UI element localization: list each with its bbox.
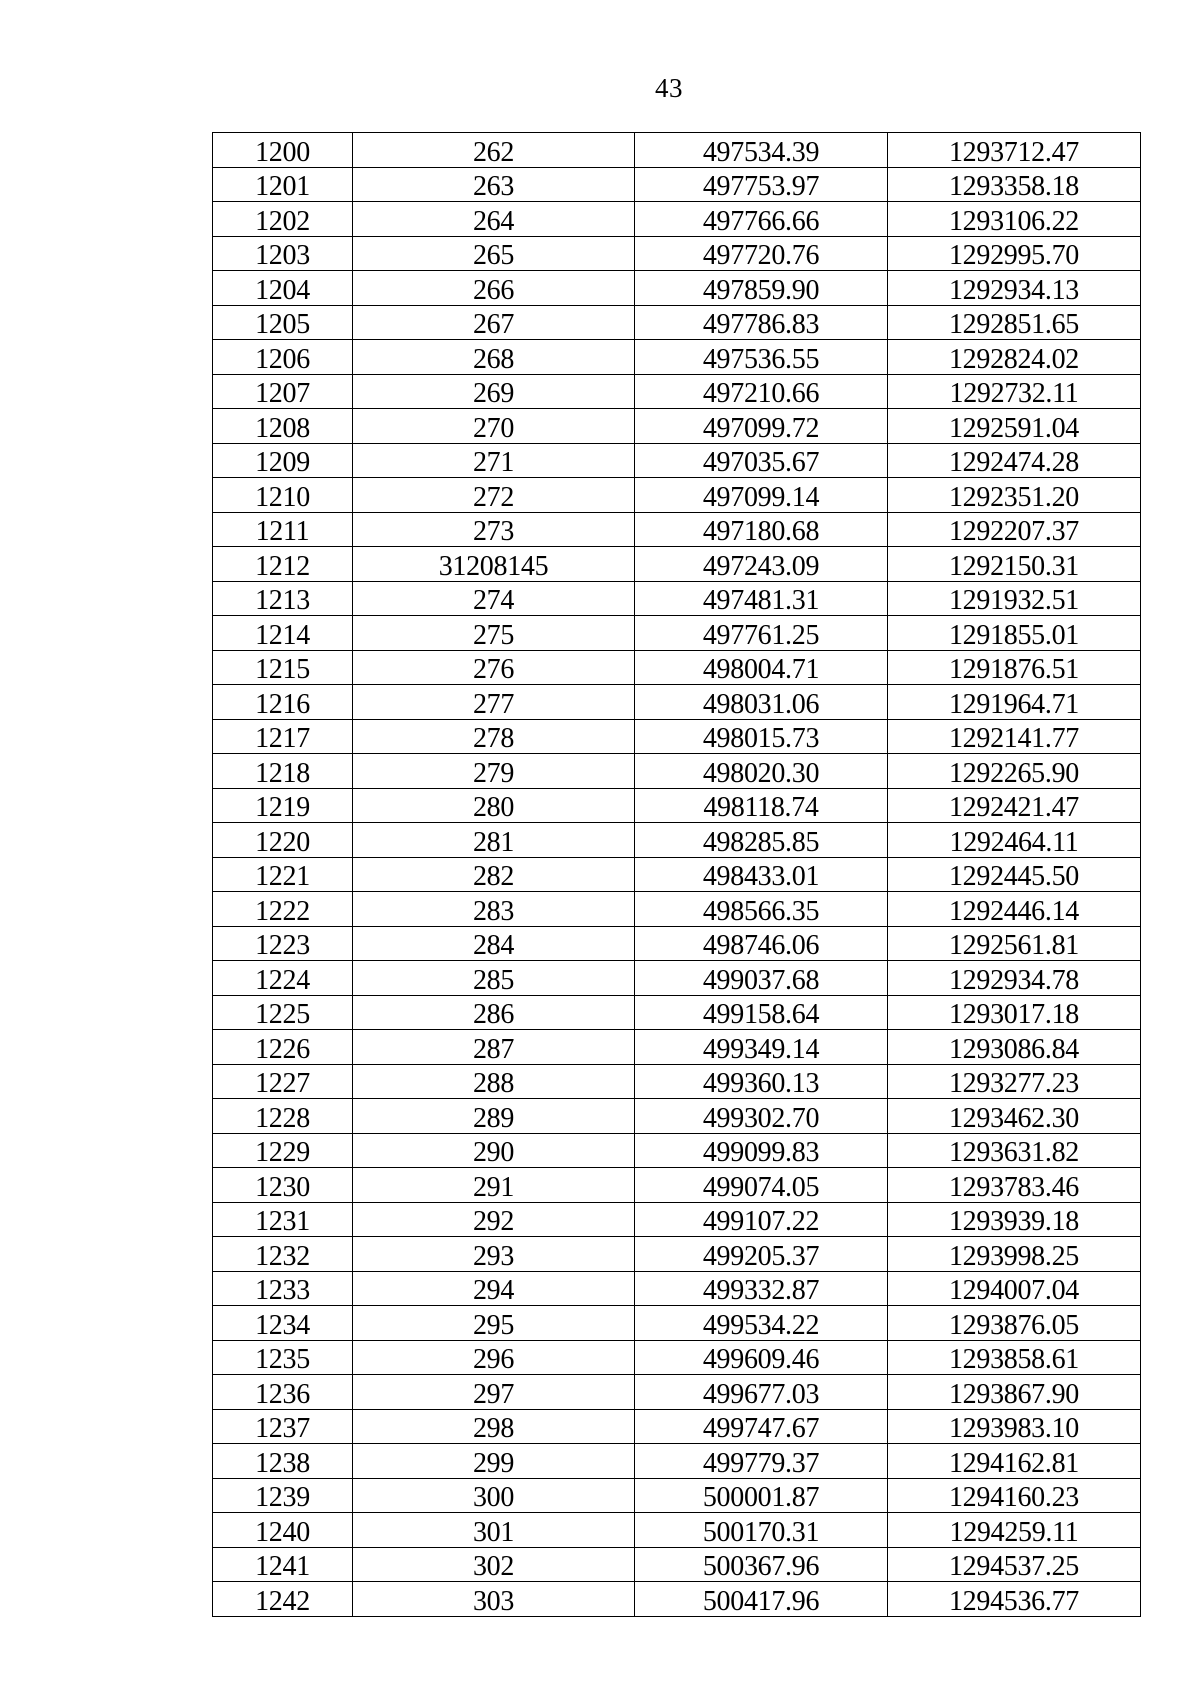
point-id-cell: 269 <box>353 374 635 409</box>
y-coordinate-cell: 1294160.23 <box>888 1478 1141 1513</box>
point-number-cell: 1233 <box>213 1271 353 1306</box>
table-row <box>213 719 1141 754</box>
point-number-cell: 1232 <box>213 1237 353 1272</box>
x-coordinate-cell: 497243.09 <box>635 547 888 582</box>
point-number-cell: 1218 <box>213 754 353 789</box>
x-coordinate-cell: 499205.37 <box>635 1237 888 1272</box>
y-coordinate-cell: 1291876.51 <box>888 650 1141 685</box>
point-number-cell: 1226 <box>213 1030 353 1065</box>
table-row <box>213 788 1141 823</box>
y-coordinate-cell: 1292591.04 <box>888 409 1141 444</box>
point-id-cell: 288 <box>353 1064 635 1099</box>
y-coordinate-cell: 1293631.82 <box>888 1133 1141 1168</box>
point-id-cell: 294 <box>353 1271 635 1306</box>
table-row <box>213 1237 1141 1272</box>
point-id-cell: 272 <box>353 478 635 513</box>
y-coordinate-cell: 1294007.04 <box>888 1271 1141 1306</box>
x-coordinate-cell: 498746.06 <box>635 926 888 961</box>
y-coordinate-cell: 1292851.65 <box>888 305 1141 340</box>
x-coordinate-cell: 497481.31 <box>635 581 888 616</box>
point-id-cell: 264 <box>353 202 635 237</box>
point-number-cell: 1241 <box>213 1547 353 1582</box>
y-coordinate-cell: 1292824.02 <box>888 340 1141 375</box>
point-id-cell: 285 <box>353 961 635 996</box>
y-coordinate-cell: 1292474.28 <box>888 443 1141 478</box>
x-coordinate-cell: 497180.68 <box>635 512 888 547</box>
y-coordinate-cell: 1294162.81 <box>888 1444 1141 1479</box>
y-coordinate-cell: 1292421.47 <box>888 788 1141 823</box>
x-coordinate-cell: 500001.87 <box>635 1478 888 1513</box>
y-coordinate-cell: 1293358.18 <box>888 167 1141 202</box>
point-number-cell: 1201 <box>213 167 353 202</box>
table-row <box>213 1271 1141 1306</box>
y-coordinate-cell: 1293462.30 <box>888 1099 1141 1134</box>
point-id-cell: 266 <box>353 271 635 306</box>
x-coordinate-cell: 498015.73 <box>635 719 888 754</box>
point-number-cell: 1216 <box>213 685 353 720</box>
point-number-cell: 1210 <box>213 478 353 513</box>
point-number-cell: 1202 <box>213 202 353 237</box>
point-number-cell: 1235 <box>213 1340 353 1375</box>
point-id-cell: 263 <box>353 167 635 202</box>
table-body <box>213 133 1141 1617</box>
point-id-cell: 292 <box>353 1202 635 1237</box>
point-number-cell: 1228 <box>213 1099 353 1134</box>
x-coordinate-cell: 498020.30 <box>635 754 888 789</box>
table-row <box>213 926 1141 961</box>
point-number-cell: 1213 <box>213 581 353 616</box>
table-row <box>213 1133 1141 1168</box>
point-id-cell: 293 <box>353 1237 635 1272</box>
y-coordinate-cell: 1291855.01 <box>888 616 1141 651</box>
y-coordinate-cell: 1292995.70 <box>888 236 1141 271</box>
x-coordinate-cell: 497099.72 <box>635 409 888 444</box>
x-coordinate-cell: 499158.64 <box>635 995 888 1030</box>
point-id-cell: 267 <box>353 305 635 340</box>
point-id-cell: 300 <box>353 1478 635 1513</box>
y-coordinate-cell: 1292934.13 <box>888 271 1141 306</box>
table-row <box>213 823 1141 858</box>
point-id-cell: 277 <box>353 685 635 720</box>
x-coordinate-cell: 497766.66 <box>635 202 888 237</box>
x-coordinate-cell: 497753.97 <box>635 167 888 202</box>
x-coordinate-cell: 498566.35 <box>635 892 888 927</box>
table-row <box>213 685 1141 720</box>
point-id-cell: 276 <box>353 650 635 685</box>
coordinates-table <box>212 132 1141 1617</box>
table-row <box>213 754 1141 789</box>
x-coordinate-cell: 499302.70 <box>635 1099 888 1134</box>
x-coordinate-cell: 497534.39 <box>635 133 888 168</box>
x-coordinate-cell: 499349.14 <box>635 1030 888 1065</box>
point-number-cell: 1238 <box>213 1444 353 1479</box>
point-id-cell: 280 <box>353 788 635 823</box>
x-coordinate-cell: 498031.06 <box>635 685 888 720</box>
page-number: 43 <box>655 73 683 103</box>
point-number-cell: 1242 <box>213 1582 353 1617</box>
point-id-cell: 274 <box>353 581 635 616</box>
point-number-cell: 1222 <box>213 892 353 927</box>
table-row <box>213 1168 1141 1203</box>
x-coordinate-cell: 499360.13 <box>635 1064 888 1099</box>
y-coordinate-cell: 1293017.18 <box>888 995 1141 1030</box>
x-coordinate-cell: 499779.37 <box>635 1444 888 1479</box>
x-coordinate-cell: 497761.25 <box>635 616 888 651</box>
x-coordinate-cell: 500170.31 <box>635 1513 888 1548</box>
point-id-cell: 275 <box>353 616 635 651</box>
table-row <box>213 581 1141 616</box>
point-id-cell: 281 <box>353 823 635 858</box>
point-number-cell: 1225 <box>213 995 353 1030</box>
table-row <box>213 1547 1141 1582</box>
y-coordinate-cell: 1293086.84 <box>888 1030 1141 1065</box>
table-row <box>213 961 1141 996</box>
y-coordinate-cell: 1292561.81 <box>888 926 1141 961</box>
y-coordinate-cell: 1292207.37 <box>888 512 1141 547</box>
point-number-cell: 1231 <box>213 1202 353 1237</box>
point-id-cell: 302 <box>353 1547 635 1582</box>
table-row <box>213 1202 1141 1237</box>
y-coordinate-cell: 1291964.71 <box>888 685 1141 720</box>
x-coordinate-cell: 497720.76 <box>635 236 888 271</box>
y-coordinate-cell: 1293783.46 <box>888 1168 1141 1203</box>
point-number-cell: 1204 <box>213 271 353 306</box>
x-coordinate-cell: 497210.66 <box>635 374 888 409</box>
table-row <box>213 305 1141 340</box>
table-row <box>213 236 1141 271</box>
y-coordinate-cell: 1293983.10 <box>888 1409 1141 1444</box>
x-coordinate-cell: 499037.68 <box>635 961 888 996</box>
point-id-cell: 296 <box>353 1340 635 1375</box>
x-coordinate-cell: 498118.74 <box>635 788 888 823</box>
point-id-cell: 270 <box>353 409 635 444</box>
point-number-cell: 1203 <box>213 236 353 271</box>
table-row <box>213 478 1141 513</box>
point-number-cell: 1223 <box>213 926 353 961</box>
table-row <box>213 512 1141 547</box>
point-id-cell: 262 <box>353 133 635 168</box>
x-coordinate-cell: 499534.22 <box>635 1306 888 1341</box>
x-coordinate-cell: 499099.83 <box>635 1133 888 1168</box>
y-coordinate-cell: 1292464.11 <box>888 823 1141 858</box>
point-id-cell: 283 <box>353 892 635 927</box>
point-number-cell: 1209 <box>213 443 353 478</box>
y-coordinate-cell: 1292732.11 <box>888 374 1141 409</box>
point-id-cell: 284 <box>353 926 635 961</box>
point-id-cell: 287 <box>353 1030 635 1065</box>
point-number-cell: 1219 <box>213 788 353 823</box>
table-row <box>213 995 1141 1030</box>
table-row <box>213 1478 1141 1513</box>
point-number-cell: 1221 <box>213 857 353 892</box>
point-number-cell: 1234 <box>213 1306 353 1341</box>
table-row <box>213 547 1141 582</box>
point-number-cell: 1237 <box>213 1409 353 1444</box>
point-number-cell: 1208 <box>213 409 353 444</box>
table-row <box>213 1375 1141 1410</box>
table-row <box>213 1306 1141 1341</box>
table-row <box>213 271 1141 306</box>
x-coordinate-cell: 497859.90 <box>635 271 888 306</box>
point-id-cell: 31208145 <box>353 547 635 582</box>
x-coordinate-cell: 497536.55 <box>635 340 888 375</box>
x-coordinate-cell: 499074.05 <box>635 1168 888 1203</box>
y-coordinate-cell: 1292445.50 <box>888 857 1141 892</box>
table-row <box>213 616 1141 651</box>
table-row <box>213 409 1141 444</box>
x-coordinate-cell: 500367.96 <box>635 1547 888 1582</box>
point-id-cell: 265 <box>353 236 635 271</box>
table-row <box>213 443 1141 478</box>
x-coordinate-cell: 498004.71 <box>635 650 888 685</box>
point-number-cell: 1212 <box>213 547 353 582</box>
x-coordinate-cell: 499747.67 <box>635 1409 888 1444</box>
table-row <box>213 133 1141 168</box>
table-row <box>213 892 1141 927</box>
table-row <box>213 1099 1141 1134</box>
point-id-cell: 273 <box>353 512 635 547</box>
point-number-cell: 1207 <box>213 374 353 409</box>
y-coordinate-cell: 1293998.25 <box>888 1237 1141 1272</box>
y-coordinate-cell: 1292934.78 <box>888 961 1141 996</box>
point-number-cell: 1239 <box>213 1478 353 1513</box>
point-number-cell: 1236 <box>213 1375 353 1410</box>
table-row <box>213 1582 1141 1617</box>
x-coordinate-cell: 499677.03 <box>635 1375 888 1410</box>
point-id-cell: 268 <box>353 340 635 375</box>
table-row <box>213 1030 1141 1065</box>
table-row <box>213 1340 1141 1375</box>
point-number-cell: 1217 <box>213 719 353 754</box>
point-id-cell: 271 <box>353 443 635 478</box>
x-coordinate-cell: 497035.67 <box>635 443 888 478</box>
point-number-cell: 1240 <box>213 1513 353 1548</box>
y-coordinate-cell: 1293939.18 <box>888 1202 1141 1237</box>
table-row <box>213 374 1141 409</box>
y-coordinate-cell: 1294536.77 <box>888 1582 1141 1617</box>
table-row <box>213 1064 1141 1099</box>
y-coordinate-cell: 1293277.23 <box>888 1064 1141 1099</box>
point-id-cell: 303 <box>353 1582 635 1617</box>
table-row <box>213 1513 1141 1548</box>
point-id-cell: 301 <box>353 1513 635 1548</box>
point-id-cell: 289 <box>353 1099 635 1134</box>
x-coordinate-cell: 499332.87 <box>635 1271 888 1306</box>
y-coordinate-cell: 1292265.90 <box>888 754 1141 789</box>
point-number-cell: 1211 <box>213 512 353 547</box>
table-row <box>213 650 1141 685</box>
x-coordinate-cell: 500417.96 <box>635 1582 888 1617</box>
table-row <box>213 340 1141 375</box>
y-coordinate-cell: 1292446.14 <box>888 892 1141 927</box>
point-number-cell: 1229 <box>213 1133 353 1168</box>
point-id-cell: 295 <box>353 1306 635 1341</box>
point-number-cell: 1214 <box>213 616 353 651</box>
point-number-cell: 1205 <box>213 305 353 340</box>
point-id-cell: 278 <box>353 719 635 754</box>
y-coordinate-cell: 1293867.90 <box>888 1375 1141 1410</box>
y-coordinate-cell: 1292141.77 <box>888 719 1141 754</box>
x-coordinate-cell: 498433.01 <box>635 857 888 892</box>
point-number-cell: 1206 <box>213 340 353 375</box>
point-id-cell: 279 <box>353 754 635 789</box>
point-number-cell: 1227 <box>213 1064 353 1099</box>
table-row <box>213 1444 1141 1479</box>
point-number-cell: 1224 <box>213 961 353 996</box>
y-coordinate-cell: 1292351.20 <box>888 478 1141 513</box>
table-row <box>213 1409 1141 1444</box>
y-coordinate-cell: 1293858.61 <box>888 1340 1141 1375</box>
y-coordinate-cell: 1293876.05 <box>888 1306 1141 1341</box>
point-number-cell: 1200 <box>213 133 353 168</box>
x-coordinate-cell: 499107.22 <box>635 1202 888 1237</box>
point-id-cell: 298 <box>353 1409 635 1444</box>
table-row <box>213 202 1141 237</box>
y-coordinate-cell: 1294259.11 <box>888 1513 1141 1548</box>
point-id-cell: 282 <box>353 857 635 892</box>
x-coordinate-cell: 497786.83 <box>635 305 888 340</box>
y-coordinate-cell: 1292150.31 <box>888 547 1141 582</box>
x-coordinate-cell: 498285.85 <box>635 823 888 858</box>
point-id-cell: 299 <box>353 1444 635 1479</box>
table-row <box>213 857 1141 892</box>
point-number-cell: 1220 <box>213 823 353 858</box>
point-number-cell: 1230 <box>213 1168 353 1203</box>
point-id-cell: 297 <box>353 1375 635 1410</box>
y-coordinate-cell: 1293106.22 <box>888 202 1141 237</box>
point-id-cell: 286 <box>353 995 635 1030</box>
table-row <box>213 167 1141 202</box>
y-coordinate-cell: 1293712.47 <box>888 133 1141 168</box>
x-coordinate-cell: 497099.14 <box>635 478 888 513</box>
y-coordinate-cell: 1294537.25 <box>888 1547 1141 1582</box>
point-id-cell: 290 <box>353 1133 635 1168</box>
y-coordinate-cell: 1291932.51 <box>888 581 1141 616</box>
x-coordinate-cell: 499609.46 <box>635 1340 888 1375</box>
point-number-cell: 1215 <box>213 650 353 685</box>
point-id-cell: 291 <box>353 1168 635 1203</box>
